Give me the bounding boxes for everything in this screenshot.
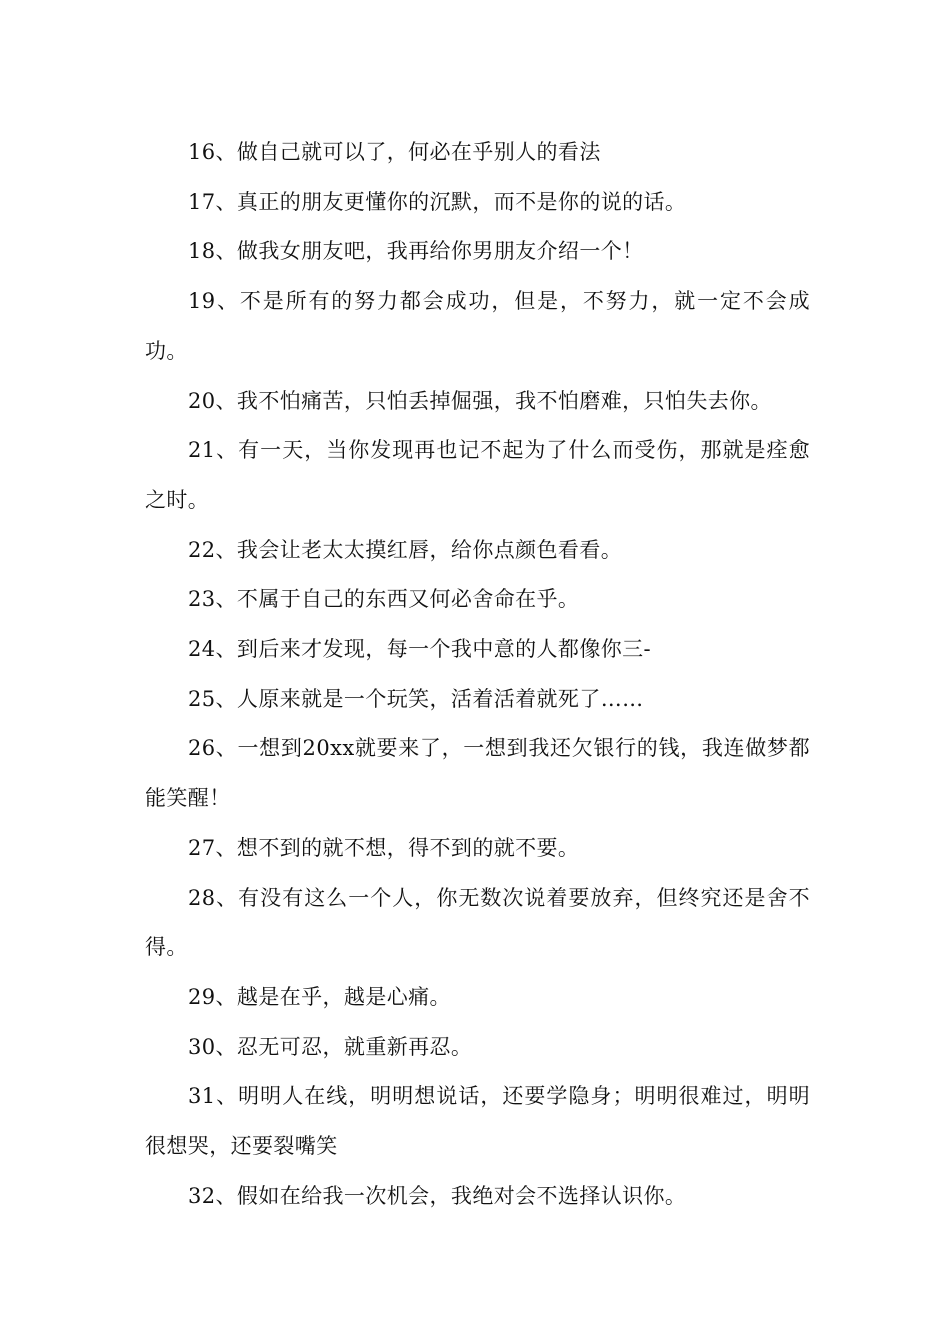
paragraph-30: 30、忍无可忍，就重新再忍。: [188, 1034, 473, 1059]
paragraph-17: 17、真正的朋友更懂你的沉默，而不是你的说的话。: [188, 189, 687, 214]
paragraph-18: 18、做我女朋友吧，我再给你男朋友介绍一个！: [188, 239, 644, 264]
paragraph-23: 23、不属于自己的东西又何必舍命在乎。: [188, 587, 580, 612]
paragraph-32: 32、假如在给我一次机会，我绝对会不选择认识你。: [188, 1183, 687, 1208]
paragraph-21: 21、有一天，当你发现再也记不起为了什么而受伤，那就是痊愈之时。: [145, 438, 810, 512]
paragraph-16: 16、做自己就可以了，何必在乎别人的看法: [188, 140, 601, 164]
paragraph-25: 25、人原来就是一个玩笑，活着活着就死了……: [188, 686, 644, 711]
paragraph-28: 28、有没有这么一个人，你无数次说着要放弃，但终究还是舍不得。: [145, 885, 810, 960]
paragraph-31: 31、明明人在线，明明想说话，还要学隐身；明明很难过，明明很想哭，还要裂嘴笑: [145, 1084, 810, 1159]
paragraph-29: 29、越是在乎，越是心痛。: [188, 984, 451, 1009]
document-body: [145, 128, 810, 1221]
paragraph-24: 24、到后来才发现，每一个我中意的人都像你三-: [188, 637, 652, 662]
paragraph-26: 26、一想到20xx就要来了，一想到我还欠银行的钱，我连做梦都能笑醒！: [145, 736, 810, 811]
paragraph-20: 20、我不怕痛苦，只怕丢掉倔强，我不怕磨难，只怕失去你。: [188, 388, 772, 413]
paragraph-22: 22、我会让老太太摸红唇，给你点颜色看看。: [188, 537, 623, 562]
paragraph-19: 19、不是所有的努力都会成功，但是，不努力，就一定不会成功。: [145, 289, 810, 363]
paragraph-27: 27、想不到的就不想，得不到的就不要。: [188, 835, 580, 860]
